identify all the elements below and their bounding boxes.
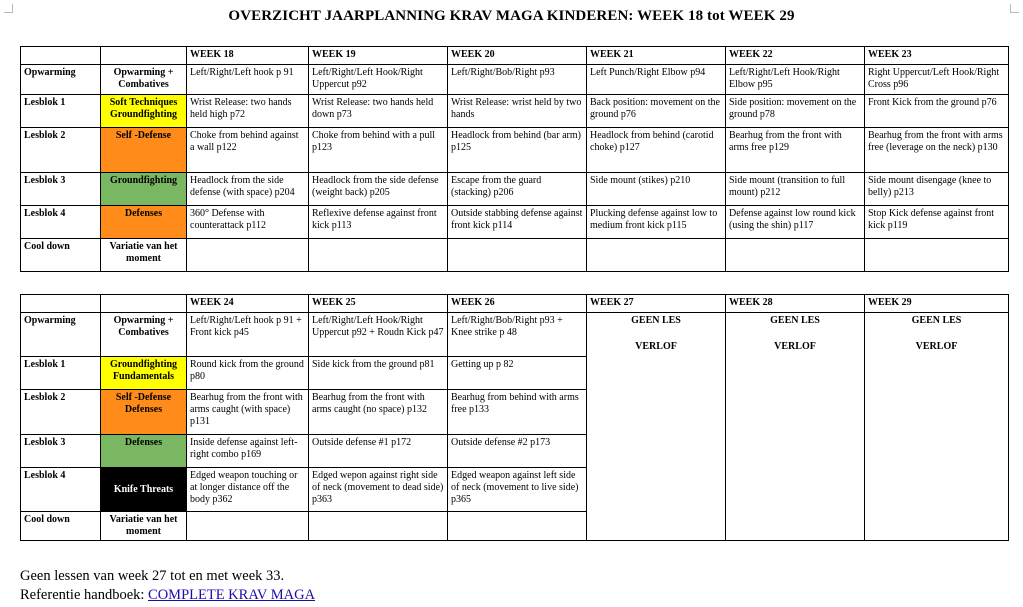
holiday-label: VERLOF: [635, 341, 677, 352]
corner-cell: [21, 47, 101, 65]
lesson-cell: Escape from the guard (stacking) p206: [448, 173, 587, 206]
lesson-cell: Left/Right/Bob/Right p93 + Knee strike p 48: [448, 313, 587, 357]
lesson-cell: Left/Right/Left Hook/Right Elbow p95: [726, 65, 865, 95]
lesson-cell: Left Punch/Right Elbow p94: [587, 65, 726, 95]
category-cell: Groundfighting: [101, 173, 187, 206]
lesson-cell: Edged weapon against left side of neck (movement to live side) p365: [448, 468, 587, 512]
category-cell: Knife Threats: [101, 468, 187, 512]
lesson-cell: Side mount (stikes) p210: [587, 173, 726, 206]
lesson-cell: Left/Right/Left Hook/Right Uppercut p92: [309, 65, 448, 95]
holiday-label: VERLOF: [774, 341, 816, 352]
corner-cell: [101, 47, 187, 65]
schedule-table-week-18-23: [20, 46, 1009, 272]
no-lesson-label: GEEN LES: [911, 315, 962, 326]
no-lesson-cell: [587, 313, 726, 541]
week-header: WEEK 27: [587, 295, 726, 313]
week-header: WEEK 25: [309, 295, 448, 313]
reference-label: Referentie handboek:: [20, 587, 149, 603]
lesson-cell: Back position: movement on the ground p76: [587, 95, 726, 128]
table-row: [21, 206, 1009, 239]
lesson-cell: Outside stabbing defense against front kick p114: [448, 206, 587, 239]
week-header: WEEK 18: [187, 47, 309, 65]
week-header: WEEK 28: [726, 295, 865, 313]
week-header: WEEK 24: [187, 295, 309, 313]
category-cell: Groundfighting Fundamentals: [101, 357, 187, 390]
week-header: WEEK 20: [448, 47, 587, 65]
row-label: Lesblok 1: [21, 95, 101, 128]
footer-note: Geen lessen van week 27 tot en met week 33.: [20, 568, 285, 584]
lesson-cell: Round kick from the ground p80: [187, 357, 309, 390]
lesson-cell: [865, 239, 1009, 272]
lesson-cell: Getting up p 82: [448, 357, 587, 390]
row-label: Cool down: [21, 512, 101, 541]
row-label: Opwarming: [21, 65, 101, 95]
lesson-cell: Wrist Release: two hands held down p73: [309, 95, 448, 128]
row-label: Lesblok 2: [21, 128, 101, 173]
lesson-cell: Choke from behind with a pull p123: [309, 128, 448, 173]
holiday-label: VERLOF: [915, 341, 958, 352]
lesson-cell: Bearhug from the front with arms caught (no space) p132: [309, 390, 448, 435]
table-row: [21, 313, 1009, 357]
week-header: WEEK 19: [309, 47, 448, 65]
category-cell: Self -Defense Defenses: [101, 390, 187, 435]
category-cell: Variatie van het moment: [101, 239, 187, 272]
lesson-cell: Outside defense #1 p172: [309, 435, 448, 468]
lesson-cell: Outside defense #2 p173: [448, 435, 587, 468]
no-lesson-cell: [865, 313, 1009, 541]
week-header: WEEK 21: [587, 47, 726, 65]
lesson-cell: [587, 239, 726, 272]
lesson-cell: Plucking defense against low to medium front kick p115: [587, 206, 726, 239]
table-row: [21, 128, 1009, 173]
lesson-cell: [448, 239, 587, 272]
lesson-cell: [309, 239, 448, 272]
lesson-cell: Inside defense against left-right combo p169: [187, 435, 309, 468]
lesson-cell: Bearhug from the front with arms free p129: [726, 128, 865, 173]
lesson-cell: Edged wepon against right side of neck (movement to dead side) p363: [309, 468, 448, 512]
lesson-cell: Choke from behind against a wall p122: [187, 128, 309, 173]
header-row: [21, 295, 1009, 313]
lesson-cell: Left/Right/Bob/Right p93: [448, 65, 587, 95]
schedule-table-week-24-29: [20, 294, 1009, 541]
row-label: Lesblok 4: [21, 206, 101, 239]
no-lesson-cell: [726, 313, 865, 541]
lesson-cell: Wrist Release: two hands held high p72: [187, 95, 309, 128]
table-row: [21, 173, 1009, 206]
corner-cell: [101, 295, 187, 313]
lesson-cell: Right Uppercut/Left Hook/Right Cross p96: [865, 65, 1009, 95]
footer-reference: [20, 587, 315, 604]
row-label: Lesblok 1: [21, 357, 101, 390]
lesson-cell: 360° Defense with counterattack p112: [187, 206, 309, 239]
lesson-cell: Side mount (transition to full mount) p212: [726, 173, 865, 206]
lesson-cell: [187, 512, 309, 541]
lesson-cell: Headlock from the side defense (weight back) p205: [309, 173, 448, 206]
lesson-cell: Headlock from behind (carotid choke) p127: [587, 128, 726, 173]
lesson-cell: Headlock from behind (bar arm) p125: [448, 128, 587, 173]
lesson-cell: Wrist Release: wrist held by two hands: [448, 95, 587, 128]
row-label: Lesblok 3: [21, 435, 101, 468]
row-label: Opwarming: [21, 313, 101, 357]
lesson-cell: Defense against low round kick (using the shin) p117: [726, 206, 865, 239]
lesson-cell: Left/Right/Left Hook/Right Uppercut p92 + Roudn Kick p47: [309, 313, 448, 357]
table-row: [21, 65, 1009, 95]
category-cell: Opwarming + Combatives: [101, 313, 187, 357]
table-row: [21, 239, 1009, 272]
lesson-cell: [309, 512, 448, 541]
reference-link[interactable]: COMPLETE KRAV MAGA: [148, 587, 316, 603]
week-header: WEEK 26: [448, 295, 587, 313]
lesson-cell: [726, 239, 865, 272]
lesson-cell: Left/Right/Left hook p 91 + Front kick p45: [187, 313, 309, 357]
row-label: Lesblok 3: [21, 173, 101, 206]
week-header: WEEK 22: [726, 47, 865, 65]
lesson-cell: Bearhug from behind with arms free p133: [448, 390, 587, 435]
lesson-cell: [448, 512, 587, 541]
header-row: [21, 47, 1009, 65]
row-label: Cool down: [21, 239, 101, 272]
no-lesson-label: GEEN LES: [631, 315, 681, 326]
lesson-cell: Bearhug from the front with arms caught (with space) p131: [187, 390, 309, 435]
lesson-cell: Edged weapon touching or at longer distance off the body p362: [187, 468, 309, 512]
category-cell: Variatie van het moment: [101, 512, 187, 541]
category-cell: Soft Techniques Groundfighting: [101, 95, 187, 128]
lesson-cell: Side kick from the ground p81: [309, 357, 448, 390]
week-header: WEEK 29: [865, 295, 1009, 313]
no-lesson-label: GEEN LES: [770, 315, 820, 326]
lesson-cell: Stop Kick defense against front kick p119: [865, 206, 1009, 239]
lesson-cell: Headlock from the side defense (with space) p204: [187, 173, 309, 206]
category-cell: Defenses: [101, 206, 187, 239]
category-cell: Self -Defense: [101, 128, 187, 173]
lesson-cell: Left/Right/Left hook p 91: [187, 65, 309, 95]
lesson-cell: Bearhug from the front with arms free (leverage on the neck) p130: [865, 128, 1009, 173]
row-label: Lesblok 4: [21, 468, 101, 512]
table-row: [21, 95, 1009, 128]
corner-cell: [21, 295, 101, 313]
lesson-cell: Side mount disengage (knee to belly) p213: [865, 173, 1009, 206]
page-title: OVERZICHT JAARPLANNING KRAV MAGA KINDEREN: WEEK 18 tot WEEK 29: [228, 8, 795, 24]
lesson-cell: [187, 239, 309, 272]
lesson-cell: Reflexive defense against front kick p113: [309, 206, 448, 239]
category-cell: Defenses: [101, 435, 187, 468]
lesson-cell: Side position: movement on the ground p78: [726, 95, 865, 128]
row-label: Lesblok 2: [21, 390, 101, 435]
week-header: WEEK 23: [865, 47, 1009, 65]
category-cell: Opwarming + Combatives: [101, 65, 187, 95]
lesson-cell: Front Kick from the ground p76: [865, 95, 1009, 128]
